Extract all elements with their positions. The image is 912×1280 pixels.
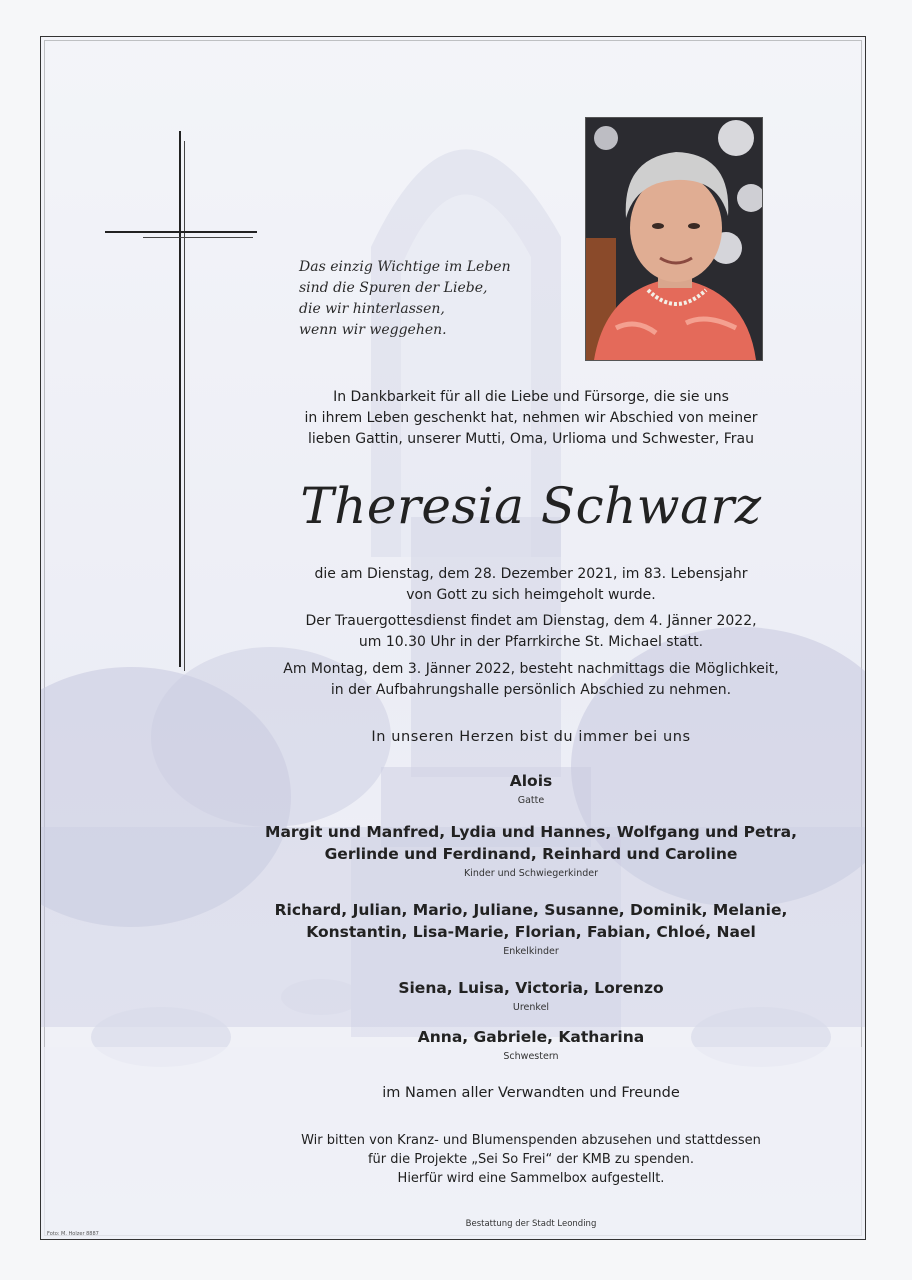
- mourner-group-great-grandchildren: [241, 977, 821, 1015]
- mourner-names: Konstantin, Lisa-Marie, Florian, Fabian, Chloé, Nael: [306, 923, 756, 941]
- mourner-group-children: [241, 821, 821, 881]
- funeral-service-line: um 10.30 Uhr in der Pfarrkirche St. Michael statt.: [358, 634, 704, 650]
- viewing-line: in der Aufbahrungshalle persönlich Abschied zu nehmen.: [330, 682, 732, 698]
- mourner-names: Anna, Gabriele, Katharina: [417, 1028, 645, 1046]
- intro-line: lieben Gattin, unserer Mutti, Oma, Urlioma und Schwester, Frau: [308, 431, 754, 447]
- funeral-service-line: Der Trauergottesdienst findet am Dienstag, dem 4. Jänner 2022,: [305, 613, 757, 629]
- request-line: Hierfür wird eine Sammelbox aufgestellt.: [397, 1171, 665, 1186]
- death-notice-line: die am Dienstag, dem 28. Dezember 2021, im 83. Lebensjahr: [314, 566, 748, 582]
- mourner-group-sisters: [241, 1026, 821, 1064]
- mourner-group-grandchildren: [241, 899, 821, 959]
- mourner-role: Urenkel: [512, 1002, 550, 1013]
- mourner-group-spouse: [241, 770, 821, 808]
- motto: In unseren Herzen bist du immer bei uns: [371, 729, 691, 745]
- quote-line: sind die Spuren der Liebe,: [299, 280, 488, 296]
- intro-line: In Dankbarkeit für all die Liebe und Fürsorge, die sie uns: [333, 389, 729, 405]
- quote-line: wenn wir weggehen.: [299, 322, 447, 338]
- mourner-role: Enkelkinder: [503, 946, 559, 957]
- mourner-role: Schwestern: [503, 1051, 559, 1062]
- memorial-quote: [299, 257, 559, 341]
- closing-line: im Namen aller Verwandten und Freunde: [382, 1085, 680, 1101]
- mourner-names: Alois: [509, 772, 553, 790]
- mourner-names: Richard, Julian, Mario, Juliane, Susanne, Dominik, Melanie,: [274, 901, 788, 919]
- mourner-role: Gatte: [517, 795, 545, 806]
- undertaker-name: Bestattung der Stadt Leonding: [465, 1219, 597, 1229]
- mourner-names: Gerlinde und Ferdinand, Reinhard und Caroline: [324, 845, 738, 863]
- quote-line: Das einzig Wichtige im Leben: [299, 259, 511, 275]
- portrait-photo: [585, 117, 763, 361]
- deceased-name: Theresia Schwarz: [300, 477, 762, 535]
- donation-request: [241, 1131, 821, 1188]
- intro-line: in ihrem Leben geschenkt hat, nehmen wir Abschied von meiner: [304, 410, 758, 426]
- mourner-names: Margit und Manfred, Lydia und Hannes, Wolfgang und Petra,: [265, 823, 797, 841]
- intro-paragraph: [241, 387, 821, 450]
- death-notice: [241, 564, 821, 606]
- request-line: Wir bitten von Kranz- und Blumenspenden abzusehen und stattdessen: [301, 1133, 761, 1148]
- request-line: für die Projekte „Sei So Frei“ der KMB zu spenden.: [367, 1152, 694, 1167]
- double-line-cross-icon: [105, 131, 257, 671]
- viewing-info: [241, 659, 821, 701]
- viewing-line: Am Montag, dem 3. Jänner 2022, besteht nachmittags die Möglichkeit,: [283, 661, 779, 677]
- photo-credit: Foto: M. Holzer 8887: [47, 1231, 99, 1237]
- notice-frame: [40, 36, 866, 1240]
- death-notice-line: von Gott zu sich heimgeholt wurde.: [406, 587, 656, 603]
- funeral-service-info: [241, 611, 821, 653]
- quote-line: die wir hinterlassen,: [299, 301, 445, 317]
- mourner-role: Kinder und Schwiegerkinder: [463, 868, 599, 879]
- mourner-names: Siena, Luisa, Victoria, Lorenzo: [398, 979, 664, 997]
